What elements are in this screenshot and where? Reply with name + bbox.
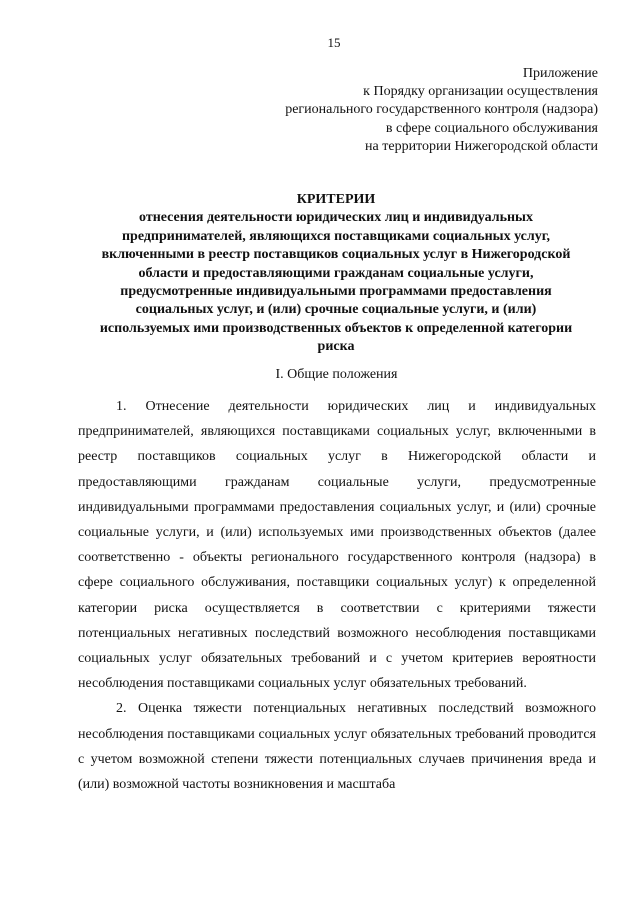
title-line: отнесения деятельности юридических лиц и индивидуальных: [139, 210, 533, 226]
title-line: риска: [317, 339, 355, 355]
title-line: предусмотренные индивидуальными программами предоставления: [120, 284, 552, 300]
appendix-line: Приложение: [522, 66, 598, 81]
title-line: используемых ими производственных объектов к определенной категории: [99, 320, 573, 336]
document-title: [70, 191, 602, 357]
document-body: [78, 394, 596, 797]
paragraph-text: 1. Отнесение деятельности юридических лиц и индивидуальных предпринимателей, являющихся поставщиками социальных услуг, включенными в реестр поставщиков социальных услуг в Нижегородской области и предоставляющими гражданам социальные услуги, предусмотренные индивидуальными программами предоставления социальных услуг, и (или) срочные социальные услуги, и (или) используемых ими производственных объектов (далее соответственно - объекты регионального государственного контроля (надзора) в сфере социального обслуживания, поставщики социальных услуг) к определенной категории риска осуществляется в соответствии с критериями тяжести потенциальных негативных последствий возможного несоблюдения поставщиками социальных услуг обязательных требований и с учетом критериев вероятности несоблюдения поставщиками социальных услуг обязательных требований.: [78, 399, 596, 692]
title-line: включенными в реестр поставщиков социальных услуг в Нижегородской: [101, 247, 571, 263]
appendix-line: регионального государственного контроля (надзора): [285, 102, 598, 118]
appendix-line: в сфере социального обслуживания: [385, 120, 598, 136]
title-line: социальных услуг, и (или) срочные социальные услуги, и (или): [135, 302, 537, 318]
appendix-reference: [285, 65, 598, 156]
title-line: предпринимателей, являющихся поставщиками социальных услуг,: [121, 228, 551, 244]
paragraph: [78, 696, 596, 797]
paragraph-text: 2. Оценка тяжести потенциальных негативных последствий возможного несоблюдения поставщиками социальных услуг обязательных требований проводится с учетом возможной степени тяжести потенциальных случаев причинения вреда и (или) возможной частоты возникновения и масштаба: [78, 701, 596, 793]
appendix-line: к Порядку организации осуществления: [363, 84, 598, 100]
paragraph: [78, 394, 596, 696]
title-line: области и предоставляющими гражданам социальные услуги,: [138, 265, 534, 281]
section-heading: I. Общие положения: [275, 367, 398, 382]
title-heading: КРИТЕРИИ: [296, 192, 376, 207]
appendix-line: на территории Нижегородской области: [365, 138, 598, 154]
page-number: 15: [327, 35, 341, 50]
